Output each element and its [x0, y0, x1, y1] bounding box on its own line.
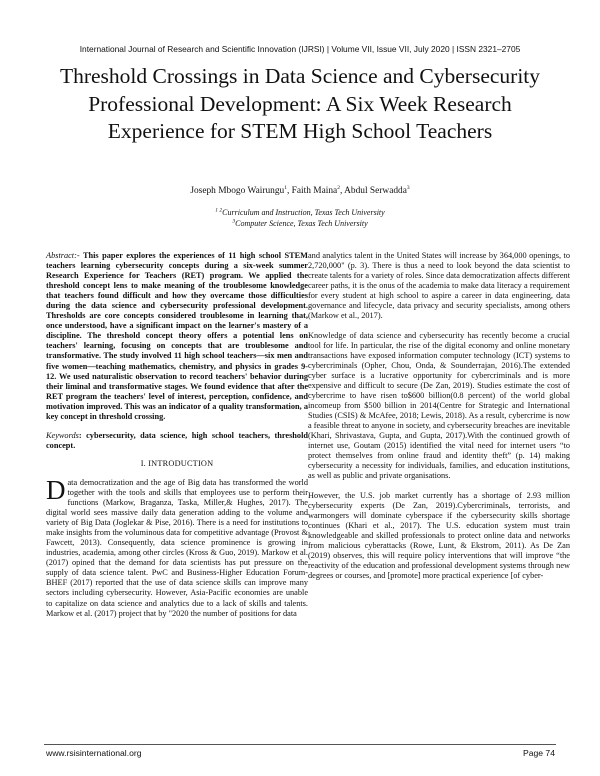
abstract-label: Abstract:-: [46, 251, 80, 260]
footer-website: www.rsisinternational.org: [46, 748, 142, 758]
section-heading: I. INTRODUCTION: [140, 458, 214, 468]
abstract: [46, 251, 308, 422]
keywords-label: Keywords: [46, 430, 79, 440]
author-affil-marker: 1: [284, 184, 287, 191]
footer-page-number: Page 74: [522, 748, 555, 758]
right-column: [308, 251, 570, 591]
author-separator: ,: [339, 186, 345, 196]
paper-title: Threshold Crossings in Data Science and Cybersecurity Professional Development: A Six Week Research Experience for STEM High School Teachers: [59, 64, 541, 143]
intro-text: ata democratization and the age of Big data has transformed the world together with the tools and skills that employees use to perform their functions (Markow, Braganza, Taska, Miller,& Hughes, 2017). The digital world sees massive daily data generation adding to the volume and variety of Big Data (Joglekar & Pise, 2016). There is a need for institutions to make insights from the voluminous data for competitive advantage (Provost & Fawcett, 2013). Consequently, data science prominence is growing in industries, academia, among other circles (Kross & Guo, 2019). Markow et al. (2017) opined that the demand for data scientists has put pressure on the supply of data science talent. PwC and Business-Higher Education Forum-BHEF (2017) reported that the use of data science skills can improve many sectors including cybersecurity. However, Asia-Pacific economies are unable to capitalize on data science and analytics due to a lack of skills and talents. Markow et al. (2017) project that by "2020 the number of positions for data: [46, 477, 308, 618]
author-list: [0, 186, 600, 196]
author-affil-marker: 3: [406, 184, 410, 191]
intro-paragraph: [46, 474, 308, 619]
running-head: International Journal of Research and Scientific Innovation (IJRSI) | Volume VII, Issue VII, July 2020 | ISSN 2321–2705: [79, 44, 521, 54]
author-affil-marker: 2: [337, 184, 340, 191]
affil-text: Computer Science, Texas Tech University: [235, 219, 368, 228]
keywords: [46, 431, 308, 451]
drop-cap: D: [46, 474, 66, 505]
footer-rule: [44, 744, 556, 745]
affil-text: Curriculum and Instruction, Texas Tech University: [222, 208, 385, 217]
left-column: [46, 251, 308, 619]
author-name: Abdul Serwadda: [344, 186, 407, 196]
affil-marker: 1 2: [215, 207, 223, 214]
abstract-body: This paper explores the experiences of 11 high school STEM teachers learning cybersecurity concepts during a six-week summer Research Experience for Teachers (RET) program. We applied the threshold concept lens to make meaning of the troublesome knowledge that teachers found difficult and how they overcame those difficulties during the data science and cybersecurity professional development. Thresholds are core concepts considered troublesome in learning that, once understood, have a significant impact on the learner's mastery of a discipline. The threshold concept theory offers a potential lens on teachers' learning, focusing on concepts that are troublesome and transformative. The study involved 11 high school teachers—six men and five women—teaching mathematics, chemistry, and physics in grades 9-12. We used naturalistic observation to record teachers' behavior during their liminal and transformative stages. We found evidence that after the RET program the teachers' level of interest, perception, confidence, and motivation improved. This was an indicator of a quality transformation, a key concept in threshold crossing.: [46, 251, 308, 421]
author-name: Joseph Mbogo Wairungu: [190, 186, 285, 196]
affil-marker: 3: [232, 218, 236, 225]
affiliation: [0, 219, 600, 228]
body-paragraph: However, the U.S. job market currently has a shortage of 2.93 million cybersecurity experts (De Zan, 2019).Cybercriminals, terrorists, and warmongers will dominate cyberspace if the cybersecurity skills shortage continues (Khari et al., 2017). The U.S. education system must train knowledgeable and skilled professionals to protect online data and networks from malicious cyberattacks (Rowe, Lunt, & Ekstrom, 2011). As De Zan (2019) observes, this will require policy interventions that will improve “the reactivity of the education and professional development systems through new degrees or courses, and [promote] more practical experience [of cyber-: [308, 491, 570, 581]
body-paragraph: and analytics talent in the United States will increase by 364,000 openings, to 2,720,000" (p. 3). There is thus a need to look beyond the data scientist to create talents for a variety of roles. Since data democratization affects different career paths, it is the onus of the academia to make data literacy a requirement for every student at high school to aspire a career in data engineering, data governance and lifecycle, data privacy and security specialists, among others (Markow et al., 2017).: [308, 251, 570, 321]
body-paragraph: Knowledge of data science and cybersecurity has recently become a crucial tool for life. In particular, the rise of the digital economy and online monetary transactions have exposed information computer technology (ICT) systems to cybercriminals (Opher, Chou, Onda, & Sounderrajan, 2016).The extended cyber surface is a lucrative opportunity for cybercriminals and is more expensive and difficult to secure (De Zan, 2019). Studies estimate the cost of cybercrime to have risen to$600 billion(0.8 percent) of the world global incomeup from $500 billion in 2014(Centre for Strategic and International Studies (CSIS) & McAfee, 2018; Lewis, 2018). As a result, cybercrime is now a feasible threat to anyone in society, and cybersecurity breaches are inevitable (Khari, Shrivastava, Gupta, and Gupta, 2017).With the continued growth of internet use, Goutam (2015) identified the vital need for internet users “to protect themselves from online fraud and identity theft” (p. 14) making cybersecurity a necessity for individuals, families, and education institutions, as well as public and private organisations.: [308, 330, 570, 481]
keywords-body: : cybersecurity, data science, high school teachers, threshold concept.: [46, 430, 308, 450]
author-name: Faith Maina: [291, 186, 338, 196]
affiliation: [0, 208, 600, 217]
author-separator: ,: [286, 186, 292, 196]
